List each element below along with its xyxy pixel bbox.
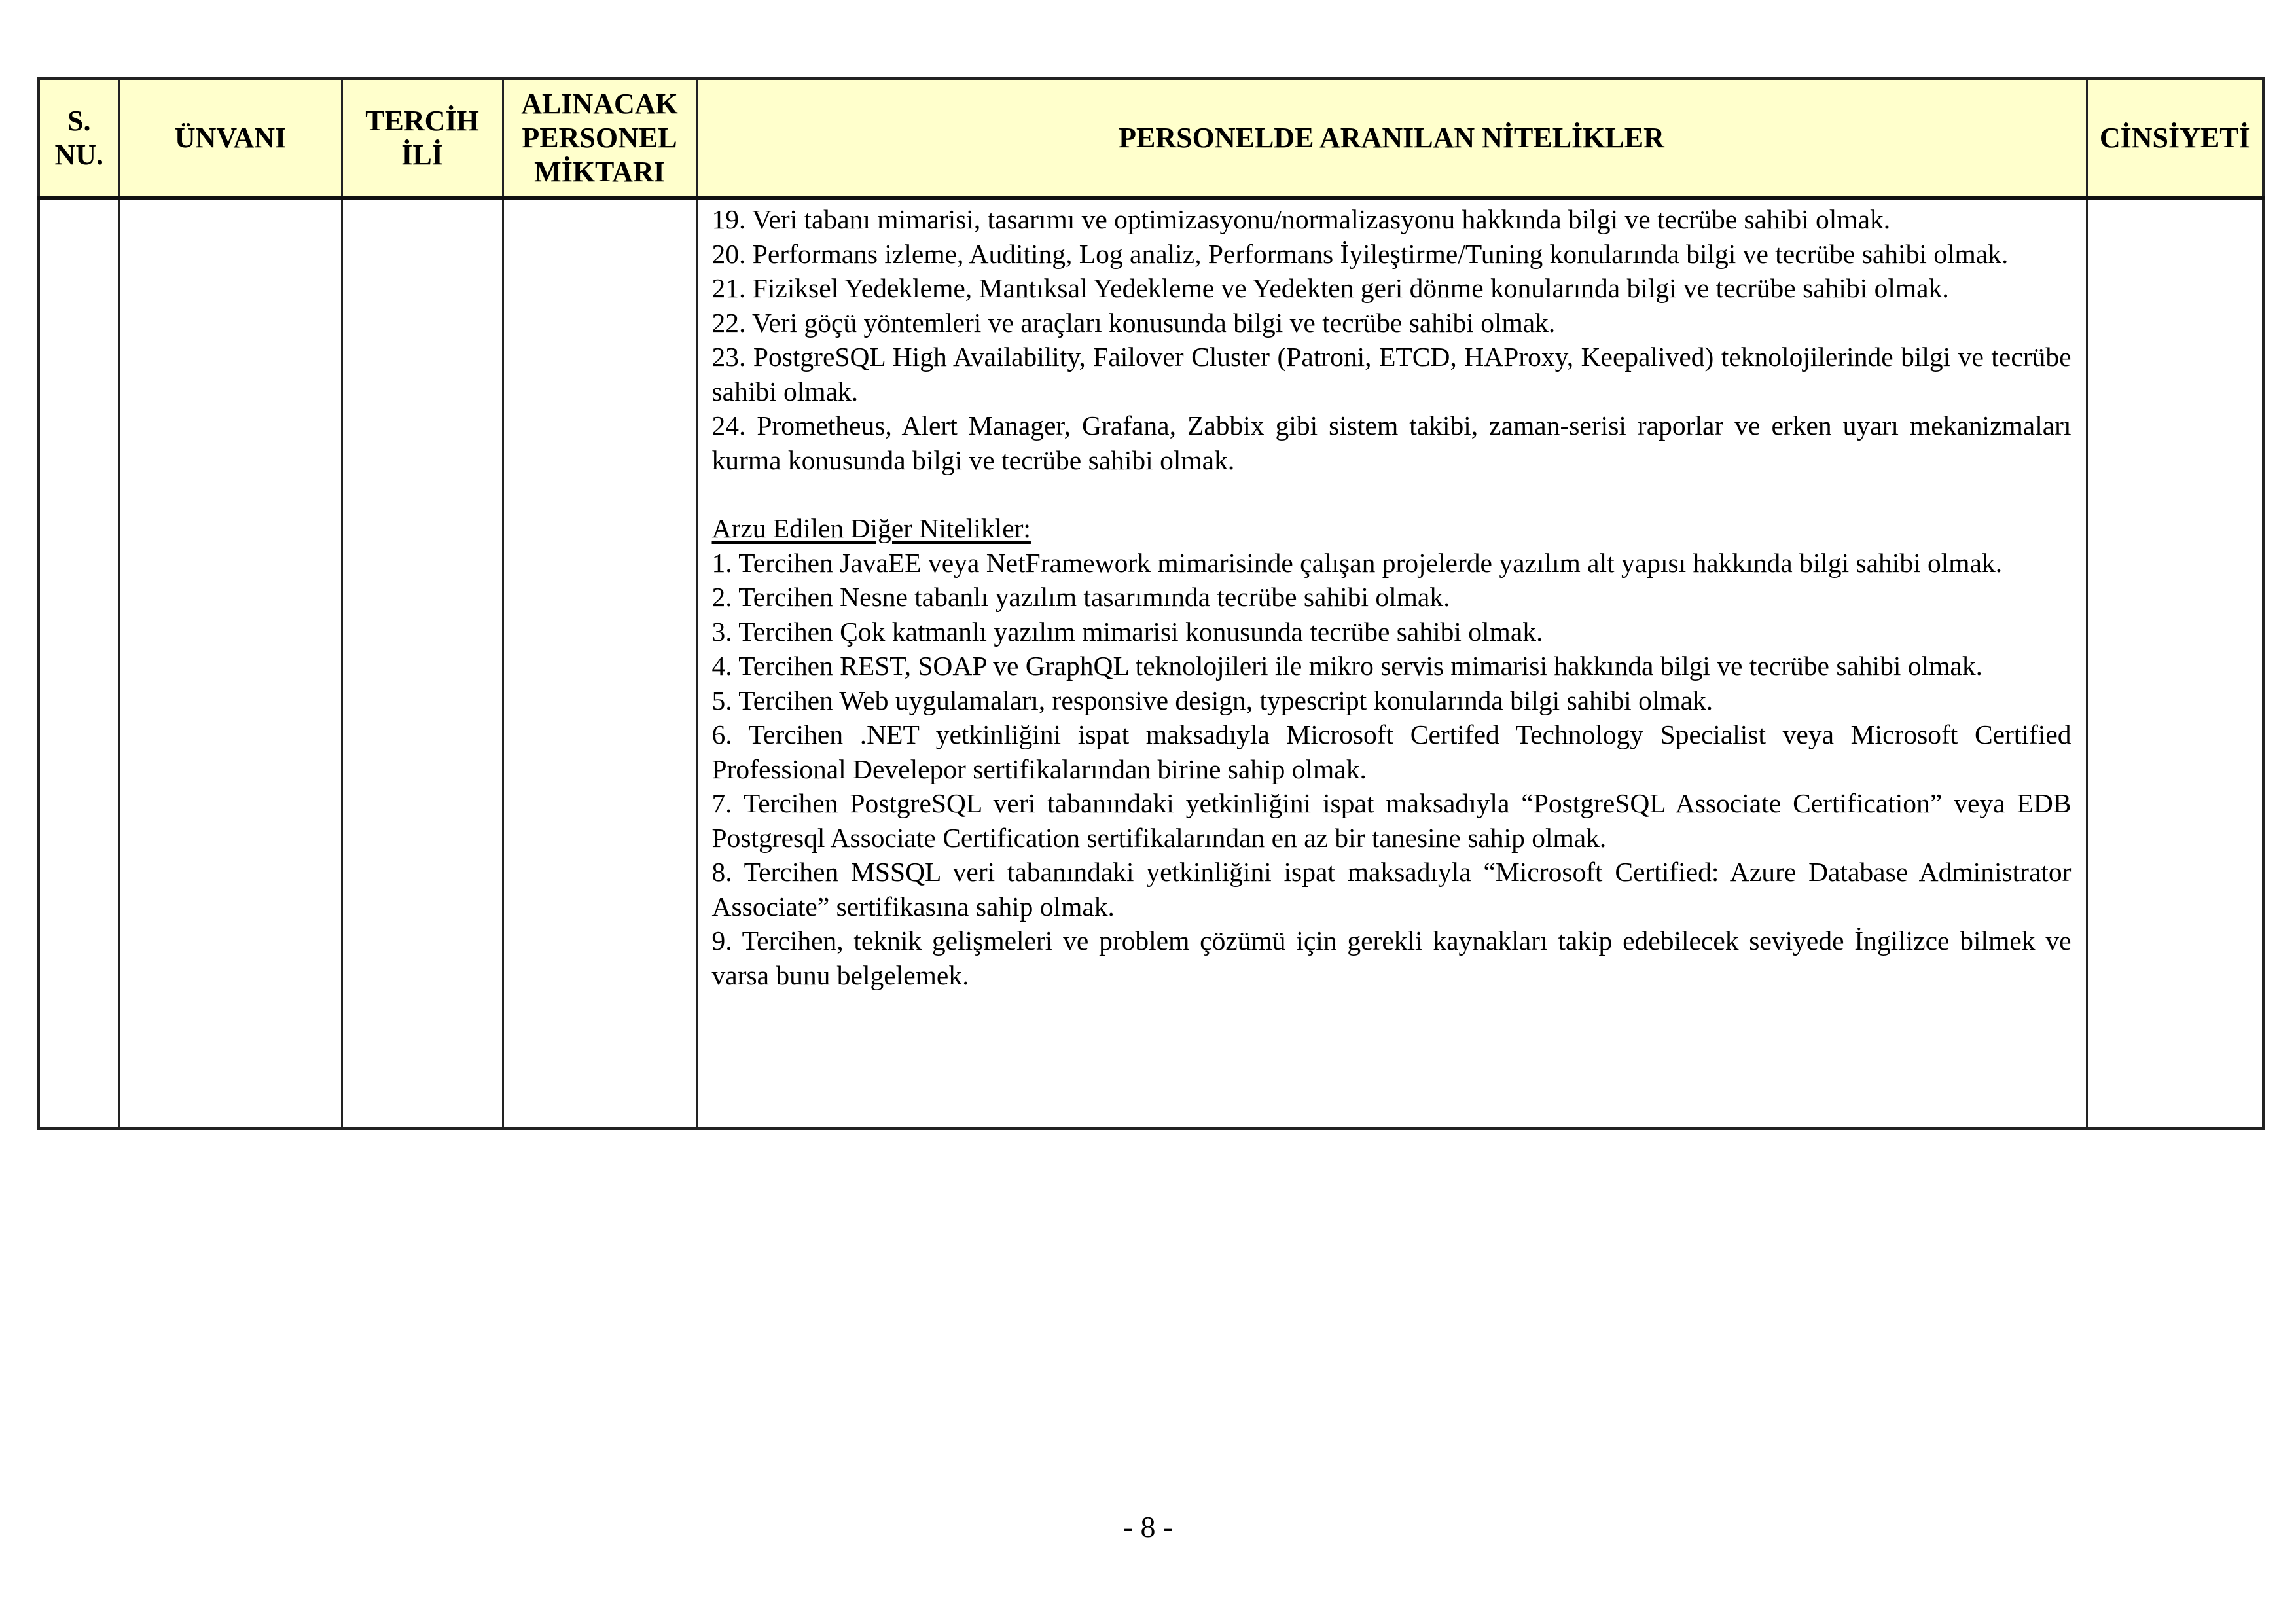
requirement-item: 21. Fiziksel Yedekleme, Mantıksal Yedekleme ve Yedekten geri dönme konularında bilgi ve tecrübe sahibi olmak. xyxy=(711,273,1949,303)
requirement-item: 24. Prometheus, Alert Manager, Grafana, Zabbix gibi sistem takibi, zaman-serisi raporlar ve erken uyarı mekanizmaları kurma konusunda bilgi ve tecrübe sahibi olmak. xyxy=(711,410,2072,475)
desired-item: 2. Tercihen Nesne tabanlı yazılım tasarımında tecrübe sahibi olmak. xyxy=(711,582,1450,612)
cell-tercih-ili xyxy=(342,198,503,1129)
header-tercih-ili-line1: TERCİH xyxy=(365,105,479,137)
requirement-item: 20. Performans izleme, Auditing, Log analiz, Performans İyileştirme/Tuning konularında bilgi ve tecrübe sahibi olmak. xyxy=(711,238,2009,269)
header-alinacak-line2: PERSONEL xyxy=(522,122,677,154)
header-alinacak-personel-miktari xyxy=(503,79,696,198)
header-s-nu-line2: NU. xyxy=(54,139,104,171)
header-unvani: ÜNVANI xyxy=(119,79,342,198)
requirement-item: 19. Veri tabanı mimarisi, tasarımı ve optimizasyonu/normalizasyonu hakkında bilgi ve tecrübe sahibi olmak. xyxy=(711,204,1891,234)
desired-item: 9. Tercihen, teknik gelişmeleri ve problem çözümü için gerekli kaynakları takip edebilecek seviyede İngilizce bilmek ve varsa bunu belgelemek. xyxy=(711,926,2072,990)
header-tercih-ili-line2: İLİ xyxy=(401,139,443,171)
table-row xyxy=(39,198,2263,1129)
header-tercih-ili xyxy=(342,79,503,198)
desired-item: 5. Tercihen Web uygulamaları, responsive design, typescript konularında bilgi sahibi olmak. xyxy=(711,685,1713,715)
desired-item: 8. Tercihen MSSQL veri tabanındaki yetkinliğini ispat maksadıyla “Microsoft Certified: Azure Database Administrator Associate” sertifikasına sahip olmak. xyxy=(711,857,2072,922)
header-s-nu-line1: S. xyxy=(67,105,91,137)
cell-unvani xyxy=(119,198,342,1129)
page-number: - 8 - xyxy=(1122,1510,1174,1543)
requirement-item: 23. PostgreSQL High Availability, Failover Cluster (Patroni, ETCD, HAProxy, Keepalived) teknolojilerinde bilgi ve tecrübe sahibi olmak. xyxy=(711,342,2072,406)
qualifications-table xyxy=(37,77,2265,1130)
desired-item: 6. Tercihen .NET yetkinliğini ispat maksadıyla Microsoft Certifed Technology Specialist veya Microsoft Certified Professional Develepor sertifikalarından birine sahip olmak. xyxy=(711,719,2072,784)
cell-requirements xyxy=(696,198,2087,1129)
desired-item: 4. Tercihen REST, SOAP ve GraphQL teknolojileri ile mikro servis mimarisi hakkında bilgi ve tecrübe sahibi olmak. xyxy=(711,651,1982,681)
requirement-item: 22. Veri göçü yöntemleri ve araçları konusunda bilgi ve tecrübe sahibi olmak. xyxy=(711,307,1556,338)
header-s-nu xyxy=(39,79,119,198)
table-header xyxy=(39,79,2263,198)
table-body xyxy=(39,198,2263,1129)
cell-cinsiyeti xyxy=(2087,198,2263,1129)
desired-item: 7. Tercihen PostgreSQL veri tabanındaki yetkinliğini ispat maksadıyla “PostgreSQL Associate Certification” veya EDB Postgresql Associate Certification sertifikalarından en az bir tanesine sahip olmak. xyxy=(711,788,2072,853)
header-row xyxy=(39,79,2263,198)
spacer xyxy=(712,477,2072,511)
cell-alinacak-personel-miktari xyxy=(503,198,696,1129)
desired-item: 1. Tercihen JavaEE veya NetFramework mimarisinde çalışan projelerde yazılım alt yapısı hakkında bilgi sahibi olmak. xyxy=(711,547,2003,578)
header-alinacak-line3: MİKTARI xyxy=(534,156,665,188)
header-cinsiyeti: CİNSİYETİ xyxy=(2087,79,2263,198)
cell-s-nu xyxy=(39,198,119,1129)
header-personelde-aranilan-nitelikler: PERSONELDE ARANILAN NİTELİKLER xyxy=(696,79,2087,198)
desired-qualifications-heading: Arzu Edilen Diğer Nitelikler: xyxy=(711,513,1031,543)
header-alinacak-line1: ALINACAK xyxy=(521,88,678,120)
desired-item: 3. Tercihen Çok katmanlı yazılım mimarisi konusunda tecrübe sahibi olmak. xyxy=(711,616,1543,647)
